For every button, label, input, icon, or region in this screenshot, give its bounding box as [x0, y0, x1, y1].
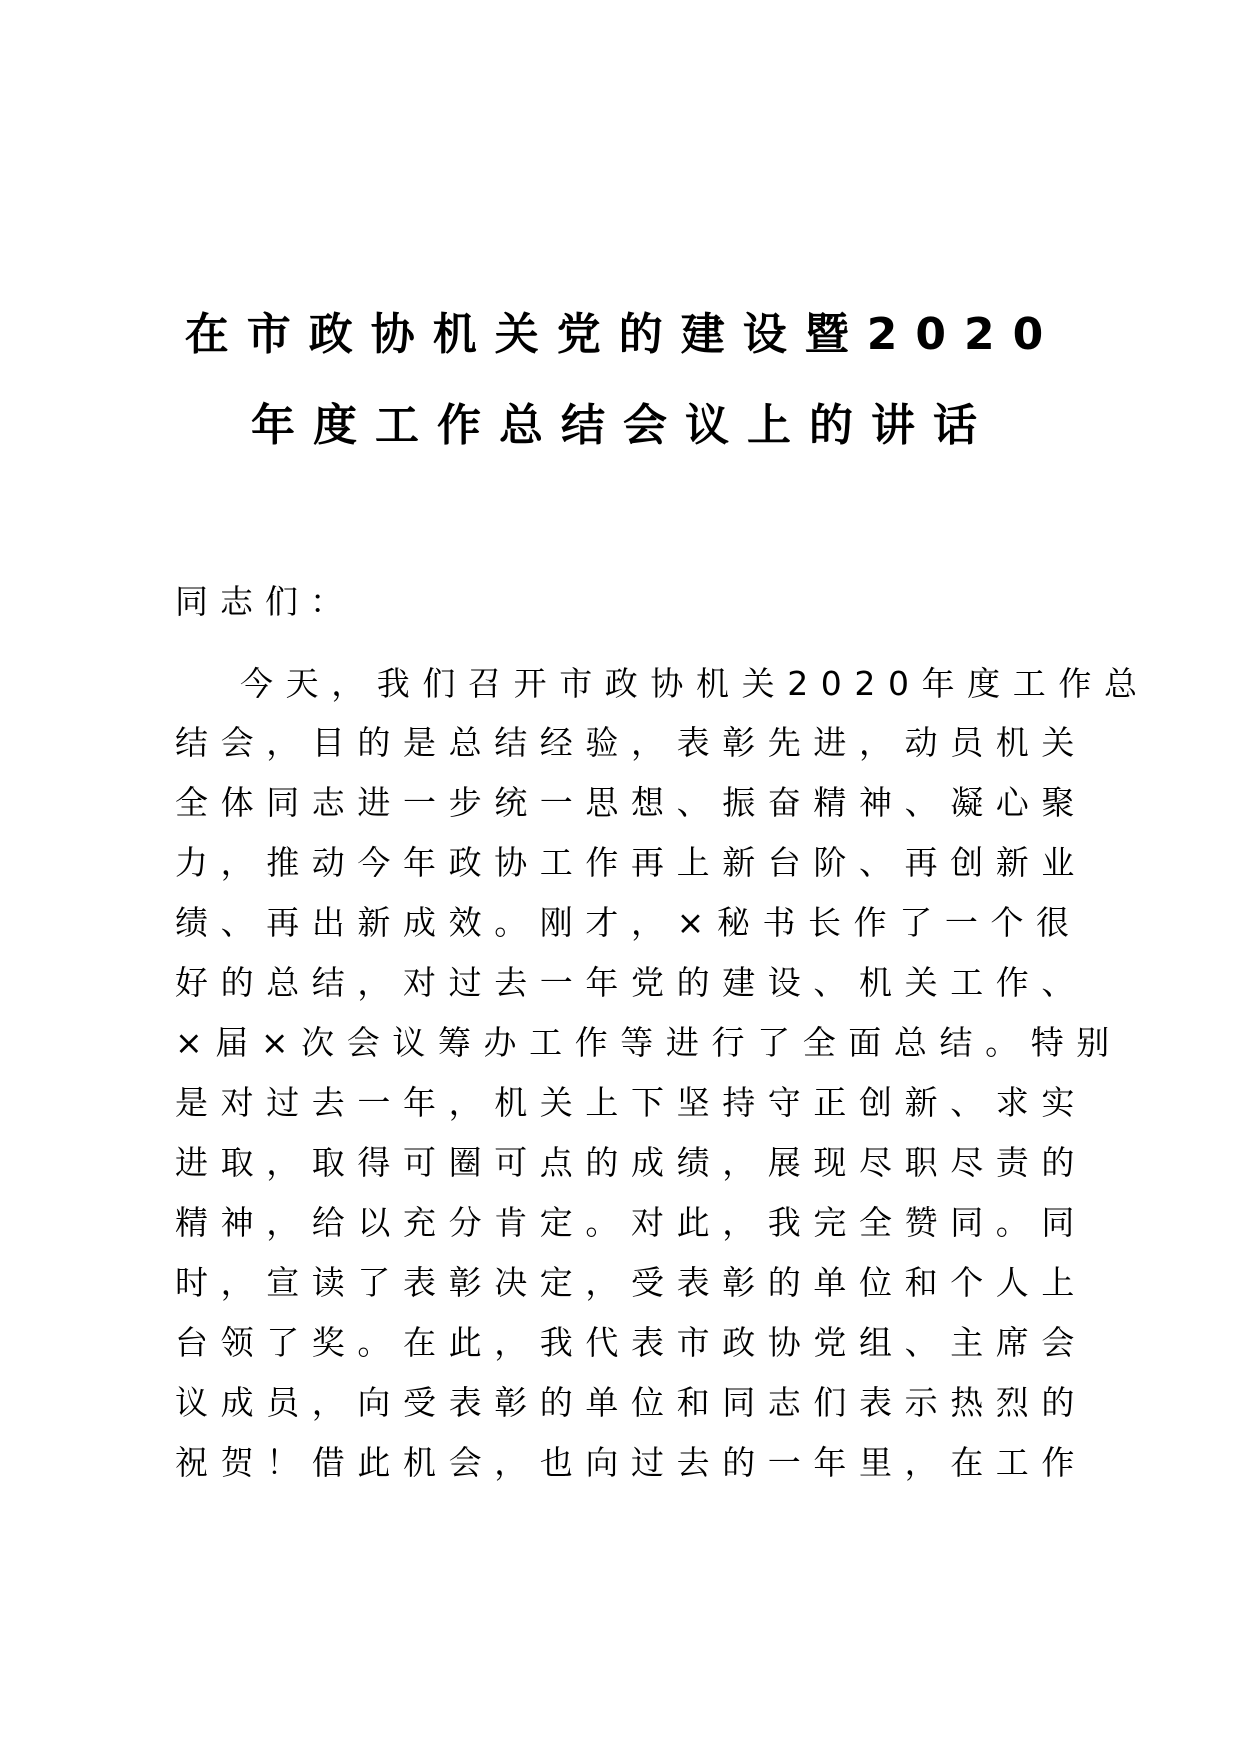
paragraph-line: ×届×次会议筹办工作等进行了全面总结。特别: [175, 1023, 1122, 1062]
paragraph-line: 进取，取得可圈可点的成绩，展现尽职尽责的: [175, 1143, 1087, 1182]
salutation: 同志们：: [175, 582, 355, 621]
paragraph-line: 好的总结，对过去一年党的建设、机关工作、: [175, 963, 1087, 1002]
paragraph-line: 力，推动今年政协工作再上新台阶、再创新业: [175, 843, 1087, 882]
paragraph-line: 绩、再出新成效。刚才，×秘书长作了一个很: [175, 903, 1082, 942]
paragraph-line: 议成员，向受表彰的单位和同志们表示热烈的: [175, 1383, 1087, 1422]
document-title-line-2: 年度工作总结会议上的讲话: [251, 400, 995, 451]
paragraph-line: 是对过去一年，机关上下坚持守正创新、求实: [175, 1083, 1087, 1122]
document-title-line-1: 在市政协机关党的建设暨2020: [184, 309, 1062, 360]
paragraph-line: 今天，我们召开市政协机关2020年度工作总: [240, 664, 1150, 703]
paragraph-line: 祝贺！借此机会，也向过去的一年里，在工作: [175, 1443, 1087, 1482]
paragraph-line: 时，宣读了表彰决定，受表彰的单位和个人上: [175, 1263, 1087, 1302]
paragraph-line: 全体同志进一步统一思想、振奋精神、凝心聚: [175, 783, 1087, 822]
paragraph-line: 精神，给以充分肯定。对此，我完全赞同。同: [175, 1203, 1087, 1242]
paragraph-line: 台领了奖。在此，我代表市政协党组、主席会: [175, 1323, 1087, 1362]
paragraph-line: 结会，目的是总结经验，表彰先进，动员机关: [175, 723, 1087, 762]
